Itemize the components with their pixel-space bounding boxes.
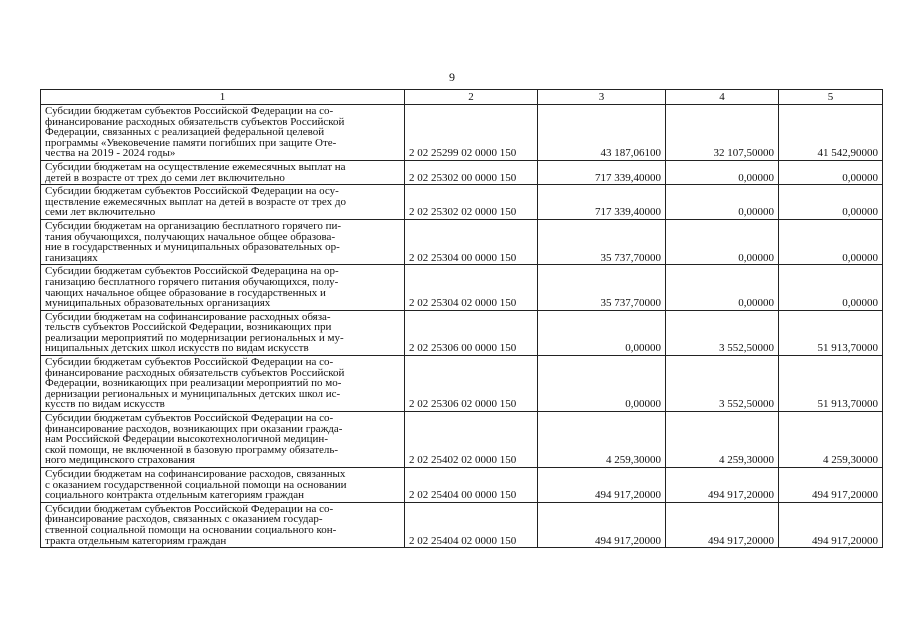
row-budget-code: 2 02 25304 00 0000 150 <box>405 219 538 264</box>
row-value-col3: 4 259,30000 <box>538 412 666 468</box>
row-value-col5: 0,00000 <box>779 185 883 220</box>
table-row <box>41 356 883 412</box>
row-budget-code: 2 02 25404 00 0000 150 <box>405 468 538 503</box>
row-value-col3: 494 917,20000 <box>538 502 666 547</box>
row-value-col4: 4 259,30000 <box>666 412 779 468</box>
row-value-col5: 51 913,70000 <box>779 310 883 355</box>
row-value-col5: 0,00000 <box>779 160 883 184</box>
table-row <box>41 160 883 184</box>
row-value-col4: 32 107,50000 <box>666 105 779 161</box>
table-header-row <box>41 90 883 105</box>
row-description: Субсидии бюджетам субъектов Российской Федерации на со- финансирование расходных обязательств субъектов Российской Федерации, связанных с реализацией федеральной целевой программы «Увековечение памяти погибших при защите Оте- чества на 2019 - 2024 годы» <box>41 105 405 161</box>
row-value-col3: 0,00000 <box>538 356 666 412</box>
row-value-col4: 494 917,20000 <box>666 502 779 547</box>
page-number: 9 <box>449 70 455 84</box>
row-value-col5: 4 259,30000 <box>779 412 883 468</box>
row-value-col3: 0,00000 <box>538 310 666 355</box>
table-row <box>41 310 883 355</box>
row-description: Субсидии бюджетам субъектов Российской Федерацина на ор- ганизацию бесплатного горячего питания обучающихся, полу- чающих начальное общее образование в государственных и муниципальных образовательных организациях <box>41 265 405 310</box>
row-value-col5: 494 917,20000 <box>779 468 883 503</box>
table-row <box>41 105 883 161</box>
row-value-col3: 43 187,06100 <box>538 105 666 161</box>
table-row <box>41 412 883 468</box>
row-value-col3: 35 737,70000 <box>538 219 666 264</box>
row-value-col5: 41 542,90000 <box>779 105 883 161</box>
row-value-col4: 3 552,50000 <box>666 356 779 412</box>
row-budget-code: 2 02 25306 02 0000 150 <box>405 356 538 412</box>
column-header-3: 3 <box>538 90 666 105</box>
table-row <box>41 468 883 503</box>
column-header-1: 1 <box>41 90 405 105</box>
row-description: Субсидии бюджетам на софинансирование расходных обяза- тельств субъектов Российской Федерации, возникающих при реализации мероприятий по модернизации региональных и му- ниципальных детских школ искусств по видам искусств <box>41 310 405 355</box>
row-description: Субсидии бюджетам на софинансирование расходов, связанных с оказанием государственной социальной помощи на основании социального контракта отдельным категориям граждан <box>41 468 405 503</box>
row-value-col5: 494 917,20000 <box>779 502 883 547</box>
row-description: Субсидии бюджетам субъектов Российской Федерации на со- финансирование расходов, связанных с оказанием государ- ственной социальной помощи на основании социального кон- тракта отдельным категориям граждан <box>41 502 405 547</box>
row-description: Субсидии бюджетам на организацию бесплатного горячего пи- тания обучающихся, получающих начальное общее образова- ние в государственных и муниципальных образовательных ор- ганизациях <box>41 219 405 264</box>
row-value-col3: 717 339,40000 <box>538 160 666 184</box>
row-value-col5: 0,00000 <box>779 265 883 310</box>
row-value-col4: 0,00000 <box>666 160 779 184</box>
row-description: Субсидии бюджетам субъектов Российской Федерации на со- финансирование расходов, возникающих при оказании гражда- нам Российской Федерации высокотехнологичной медицин- ской помощи, не включенной в базовую программу обязатель- ного медицинского страхования <box>41 412 405 468</box>
row-budget-code: 2 02 25302 02 0000 150 <box>405 185 538 220</box>
row-budget-code: 2 02 25404 02 0000 150 <box>405 502 538 547</box>
row-value-col4: 494 917,20000 <box>666 468 779 503</box>
table-row <box>41 502 883 547</box>
row-budget-code: 2 02 25299 02 0000 150 <box>405 105 538 161</box>
column-header-4: 4 <box>666 90 779 105</box>
table-row <box>41 265 883 310</box>
row-value-col3: 35 737,70000 <box>538 265 666 310</box>
column-header-2: 2 <box>405 90 538 105</box>
row-value-col4: 3 552,50000 <box>666 310 779 355</box>
row-description: Субсидии бюджетам субъектов Российской Федерации на со- финансирование расходных обязательств субъектов Российской Федерации, возникающих при реализации мероприятий по мо- дернизации региональных и муниципальных детских школ ис- кусств по видам искусств <box>41 356 405 412</box>
row-value-col4: 0,00000 <box>666 185 779 220</box>
budget-table <box>40 89 883 548</box>
row-value-col4: 0,00000 <box>666 219 779 264</box>
row-budget-code: 2 02 25402 02 0000 150 <box>405 412 538 468</box>
row-value-col3: 494 917,20000 <box>538 468 666 503</box>
row-budget-code: 2 02 25306 00 0000 150 <box>405 310 538 355</box>
row-budget-code: 2 02 25304 02 0000 150 <box>405 265 538 310</box>
row-value-col5: 51 913,70000 <box>779 356 883 412</box>
row-description: Субсидии бюджетам субъектов Российской Федерации на осу- ществление ежемесячных выплат на детей в возрасте от трех до семи лет включительно <box>41 185 405 220</box>
row-value-col4: 0,00000 <box>666 265 779 310</box>
table-row <box>41 219 883 264</box>
row-budget-code: 2 02 25302 00 0000 150 <box>405 160 538 184</box>
row-description: Субсидии бюджетам на осуществление ежемесячных выплат на детей в возрасте от трех до семи лет включительно <box>41 160 405 184</box>
row-value-col5: 0,00000 <box>779 219 883 264</box>
column-header-5: 5 <box>779 90 883 105</box>
table-row <box>41 185 883 220</box>
row-value-col3: 717 339,40000 <box>538 185 666 220</box>
